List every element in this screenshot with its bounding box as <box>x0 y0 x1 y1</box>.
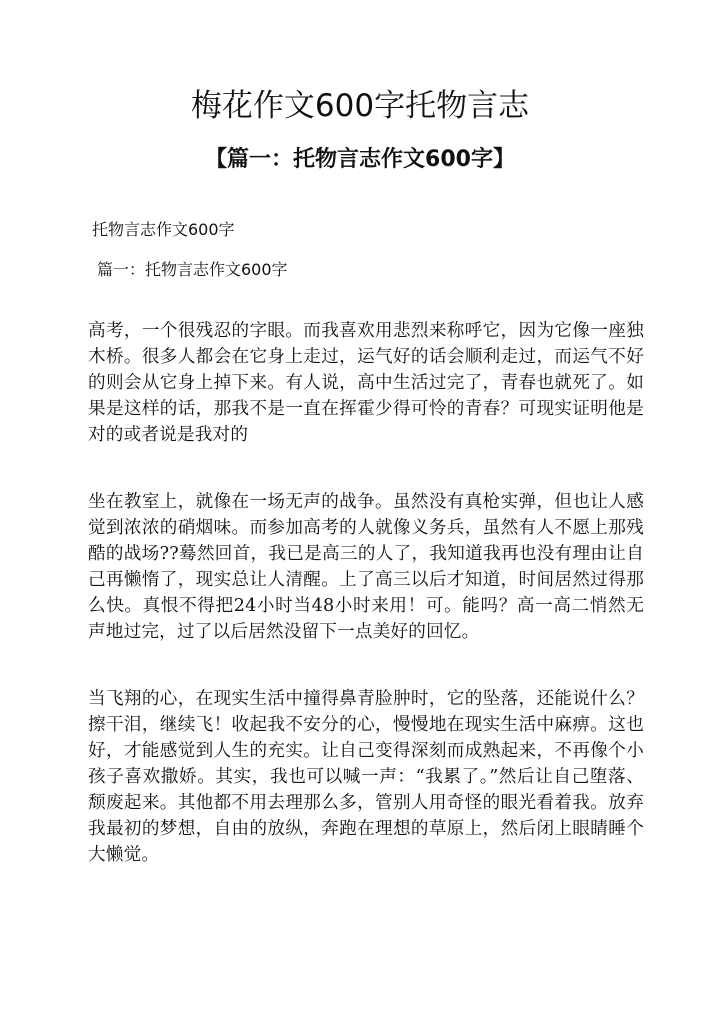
paragraph-1: 高考，一个很残忍的字眼。而我喜欢用悲烈来称呼它，因为它像一座独木桥。很多人都会在它身上走过，运气好的话会顺利走过，而运气不好的则会从它身上掉下来。有人说，高中生活过完了，青春也就死了。如果是这样的话，那我不是一直在挥霍少得可怜的青春？可现实证明他是对的或者说是我对的 <box>88 321 644 445</box>
paragraph-2: 坐在教室上，就像在一场无声的战争。虽然没有真枪实弹，但也让人感觉到浓浓的硝烟味。而参加高考的人就像义务兵，虽然有人不愿上那残酷的战场??蓦然回首，我已是高三的人了，我知道我再也没有理由让自己再懒惰了，现实总让人清醒。上了高三以后才知道，时间居然过得那么快。真恨不得把24小时当48小时来用！可。能吗？高一高二悄然无声地过完，过了以后居然没留下一点美好的回忆。 <box>88 492 644 642</box>
paragraph-3: 当飞翔的心，在现实生活中撞得鼻青脸肿时，它的坠落，还能说什么？擦干泪，继续飞！收起我不安分的心，慢慢地在现实生活中麻痹。这也好，才能感觉到人生的充实。让自己变得深刻而成熟起来，不再像个小孩子喜欢撒娇。其实，我也可以喊一声：“我累了。”然后让自己堕落、颓废起来。其他都不用去理那么多，管别人用奇怪的眼光看着我。放弃我最初的梦想，自由的放纵，奔跑在理想的草原上，然后闭上眼睛睡个大懒觉。 <box>88 689 644 865</box>
article-heading: 篇一：托物言志作文600字 <box>97 260 288 279</box>
document-title: 梅花作文600字托物言志 <box>190 88 530 124</box>
document-subtitle: 【篇一：托物言志作文600字】 <box>205 147 515 172</box>
section-heading: 托物言志作文600字 <box>92 220 235 239</box>
